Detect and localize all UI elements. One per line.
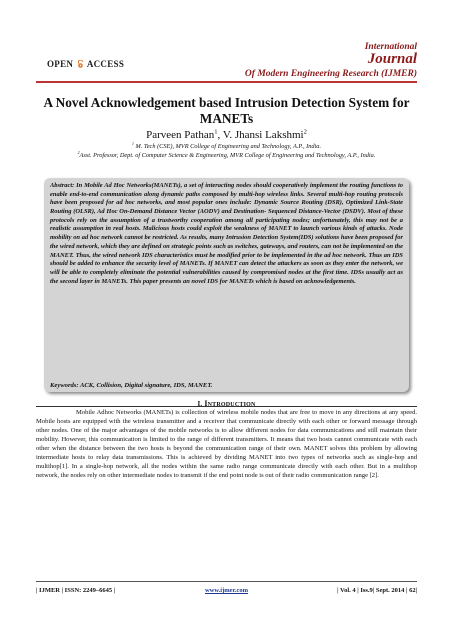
author-1-sup: 1 xyxy=(214,128,218,136)
paper-authors xyxy=(36,129,417,141)
intro-paragraph: Mobile Adhoc Networks (MANETs) is collection of wireless mobile nodes that are free to move in any directions at any speed. Mobile hosts are equipped with the wireless transmitter and a receiver that communicate directly with each other or forward message through other nodes. One of the major advantages of the mobile networks is to allow different nodes for data communications and still maintain their mobility. However, this communication is limited to the range of different transmitters. It means that two hosts cannot communicate with each other when the distance between the two hosts is beyond the communication range of their own. MANET solves this problem by allowing intermediate hosts to relay data transmissions. This is achieved by dividing MANET into two types of networks such as single-hop and multihop[1]. In a single-hop network, all the nodes within the same radio range communicate directly with each other. But in a multihop network, the nodes rely on other intermediate nodes to transmit if the end point node is out of their radio communication range [2]. xyxy=(36,409,417,479)
author-2-sup: 2 xyxy=(303,128,307,136)
abstract-text: In Mobile Ad Hoc Networks(MANETs), a set of interacting nodes should cooperatively implement the routing functions to enable end-to-end communication along dynamic paths composed by multi-hop wireless links. Several multi-hop routing protocols have been proposed for ad hoc networks, and most popular ones include: Dynamic Source Routing (DSR), Optimized Link-State Routing (OLSR), Ad Hoc On-Demand Distance Vector (AODV) and Destination- Sequenced Distance-Vector (DSDV). Most of these protocols rely on the assumption of a trustworthy cooperation among all participating nodes; unfortunately, this may not be a realistic assumption in real hosts. Malicious hosts could exploit the weakness of MANET to launch various kinds of attacks. Node mobility on ad hoc network cannot be restricted. As results, many Intrusion Detection System(IDS) solutions have been proposed for the wired network, which they are defined on strategic points such as switches, gateways, and routers, can not be implemented on the MANET. Thus, the wired network IDS characteristics must be modified prior to be implemented in the ad hoc network. Thus an IDS should be added to enhance the security level of MANETs. If MANET can detect the attackers as soon as they enter the network, we will be able to completely eliminate the potential vulnerabilities caused by compromised nodes at the first time. IDSs usually act as the second layer in MANETs. This paper presents an novel IDS for MANETs which is based on acknowledgements. xyxy=(50,182,403,285)
journal-masthead-line2: Journal xyxy=(367,51,417,67)
affiliation-1-text: M. Tech (CSE), MVR College of Engineering and Technology, A.P., India. xyxy=(133,143,322,150)
paper-title xyxy=(36,95,417,127)
footer-volume-page: | Vol. 4 | Iss.9| Sept. 2014 | 62| xyxy=(337,587,417,594)
affiliation-2-text: Asst. Professor, Dept. of Computer Science & Engineering, MVR College of Engineering and Technology, A.P., India. xyxy=(79,152,376,159)
footer-divider xyxy=(36,581,417,582)
section-body xyxy=(36,408,417,480)
footer-issn: | IJMER | ISSN: 2249–6645 | xyxy=(36,587,116,594)
author-2: , V. Jhansi Lakshmi xyxy=(217,129,304,141)
masthead-divider xyxy=(36,81,417,83)
keywords-label: Keywords: xyxy=(50,382,79,389)
open-access-left: OPEN xyxy=(47,59,74,69)
author-1: Parveen Pathan xyxy=(146,129,215,141)
open-access-lock-icon xyxy=(77,60,84,68)
affiliation-2 xyxy=(36,152,417,160)
paper-title-line2: MANETs xyxy=(199,111,254,126)
abstract-label: Abstract: xyxy=(50,182,75,189)
keywords xyxy=(50,382,403,389)
keywords-text: ACK, Collision, Digital signature, IDS, MANET. xyxy=(78,382,213,389)
section-title-first: I xyxy=(204,399,208,408)
journal-masthead-line1: International xyxy=(364,42,417,52)
open-access-right: ACCESS xyxy=(86,59,125,69)
journal-masthead-line3: Of Modern Engineering Research (IJMER) xyxy=(244,69,417,79)
paper-title-line1: A Novel Acknowledgement based Intrusion Detection System for xyxy=(43,95,410,110)
section-underline xyxy=(36,406,417,407)
section-number: I. xyxy=(197,400,203,408)
affiliation-1 xyxy=(36,143,417,151)
open-access-logo xyxy=(47,59,124,69)
section-title-rest: NTRODUCTION xyxy=(207,402,256,408)
affiliation-1-sup: 1 xyxy=(131,141,134,146)
footer-website-link[interactable]: www.ijmer.com xyxy=(204,587,249,594)
abstract xyxy=(50,182,403,286)
affiliation-2-sup: 2 xyxy=(77,150,80,155)
